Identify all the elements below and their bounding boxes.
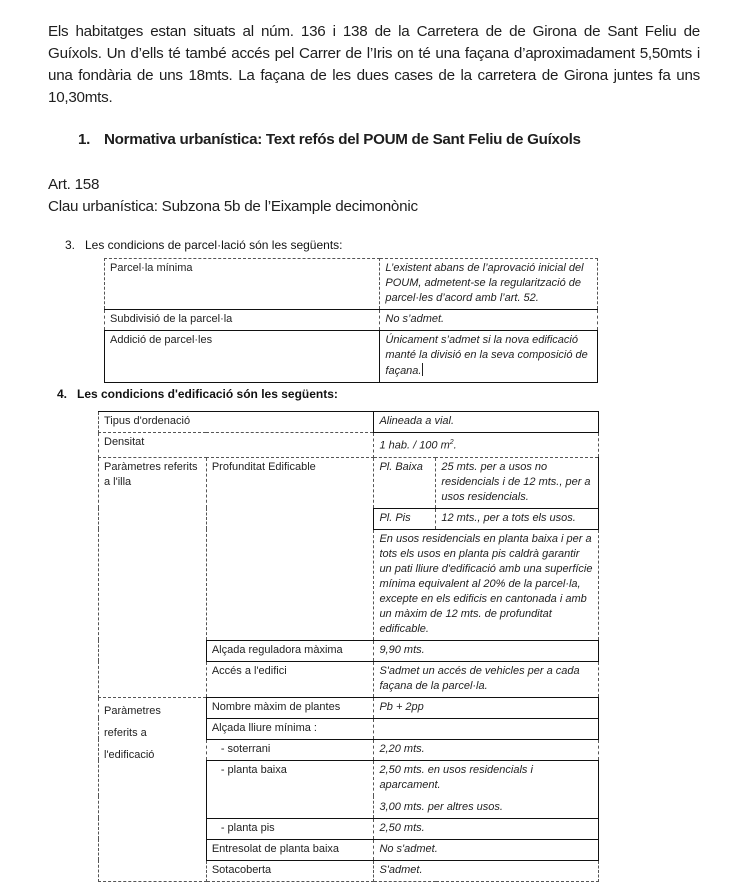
plantes-label: Nombre màxim de plantes	[206, 697, 374, 718]
entresolat-label: Entresolat de planta baixa	[206, 839, 374, 860]
table-row	[105, 310, 598, 331]
lliure-label: Alçada lliure mínima :	[206, 718, 374, 739]
entresolat-value: No s'admet.	[374, 839, 599, 860]
row-label: Addició de parcel·les	[105, 331, 380, 383]
section-3-number: 3.	[65, 238, 76, 252]
table-row	[105, 259, 598, 310]
editable-cell[interactable]	[380, 331, 598, 383]
row-label: Subdivisió de la parcel·la	[105, 310, 380, 331]
soterrani-label: - soterrani	[206, 739, 374, 760]
acces-label: Accés a l'edifici	[206, 661, 374, 697]
pbaixa-value-1: 2,50 mts. en usos residencials i aparcament.	[374, 760, 599, 796]
parcel-conditions-table	[104, 258, 598, 383]
row-value: Únicament s’admet si la nova edificació manté la divisió en la seva composició de façana.	[385, 334, 588, 377]
pati-note: En usos residencials en planta baixa i per a tots els usos en planta pis caldrà garantir un pati lliure d'edificació amb una superfície mínima equivalent al 20% de la parcel·la, excepte en els edificis en cantonada i amb un màxim de 12 mts. de profunditat edificable.	[374, 529, 599, 640]
table-row	[99, 412, 599, 433]
tipus-value: Alineada a vial.	[374, 412, 599, 433]
densitat-label: Densitat	[99, 433, 374, 458]
section-4-number: 4.	[57, 387, 68, 401]
building-conditions-table	[98, 411, 599, 882]
table-row	[99, 697, 599, 718]
tipus-label: Tipus d'ordenació	[99, 412, 374, 433]
plantes-value: Pb + 2pp	[374, 697, 599, 718]
row-value: L’existent abans de l’aprovació inicial del POUM, admetent-se la regularització de parcel·les d’acord amb l’art. 52.	[380, 259, 598, 310]
section-4-text: Les condicions d'edificació són les següents:	[77, 387, 338, 401]
text-cursor	[422, 363, 423, 376]
acces-value: S'admet un accés de vehicles per a cada façana de la parcel·la.	[374, 661, 599, 697]
soterrani-value: 2,20 mts.	[374, 739, 599, 760]
densitat-superscript: 2	[449, 439, 454, 446]
section-3-title	[65, 238, 342, 252]
table-row	[105, 331, 598, 383]
pbaixa-value-2: 3,00 mts. per altres usos.	[374, 796, 599, 819]
urban-key: Clau urbanística: Subzona 5b de l’Eixample decimonònic	[48, 198, 418, 215]
section-heading	[78, 131, 581, 148]
group-label-line: Paràmetres	[104, 704, 161, 717]
ppis-label: - planta pis	[206, 818, 374, 839]
sotacoberta-label: Sotacoberta	[206, 860, 374, 881]
row-label: Parcel·la mínima	[105, 259, 380, 310]
pb-value: 25 mts. per a usos no residencials i de 12 mts., per a usos residencials.	[436, 457, 599, 508]
pbaixa-label: - planta baixa	[206, 760, 374, 818]
sotacoberta-value: S'admet.	[374, 860, 599, 881]
alcada-value: 9,90 mts.	[374, 640, 599, 661]
densitat-value	[374, 433, 599, 458]
group-label-line: referits a	[104, 726, 147, 739]
lliure-value	[374, 718, 599, 739]
densitat-tail: .	[453, 439, 457, 452]
ppis-value: 2,50 mts.	[374, 818, 599, 839]
alcada-label: Alçada reguladora màxima	[206, 640, 374, 661]
article-number: Art. 158	[48, 176, 100, 193]
densitat-text: 1 hab. / 100 m	[379, 439, 450, 452]
pp-label: Pl. Pis	[374, 508, 436, 529]
edificacio-group-label	[99, 697, 207, 881]
row-value: No s’admet.	[380, 310, 598, 331]
section-3-text: Les condicions de parcel·lació són les següents:	[85, 238, 343, 252]
intro-paragraph: Els habitatges estan situats al núm. 136 i 138 de la Carretera de de Girona de Sant Feliu de Guíxols. Un d’ells té també accés pel Carrer de l’Iris on té una façana d’aproximadament 5,50mts i una fondària de uns 18mts. La façana de les dues cases de la carretera de Girona juntes fa uns 10,30mts.	[48, 23, 700, 107]
table-row	[99, 433, 599, 458]
profunditat-label: Profunditat Edificable	[206, 457, 374, 640]
article-block	[48, 174, 418, 218]
heading-number: 1.	[78, 131, 91, 148]
pp-value: 12 mts., per a tots els usos.	[436, 508, 599, 529]
illa-group-label: Paràmetres referits a l'illa	[99, 457, 207, 697]
table-row	[99, 457, 599, 508]
group-label-line: l'edificació	[104, 748, 155, 761]
pb-label: Pl. Baixa	[374, 457, 436, 508]
heading-text: Normativa urbanística: Text refós del POUM de Sant Feliu de Guíxols	[104, 131, 581, 148]
section-4-title	[57, 387, 338, 401]
